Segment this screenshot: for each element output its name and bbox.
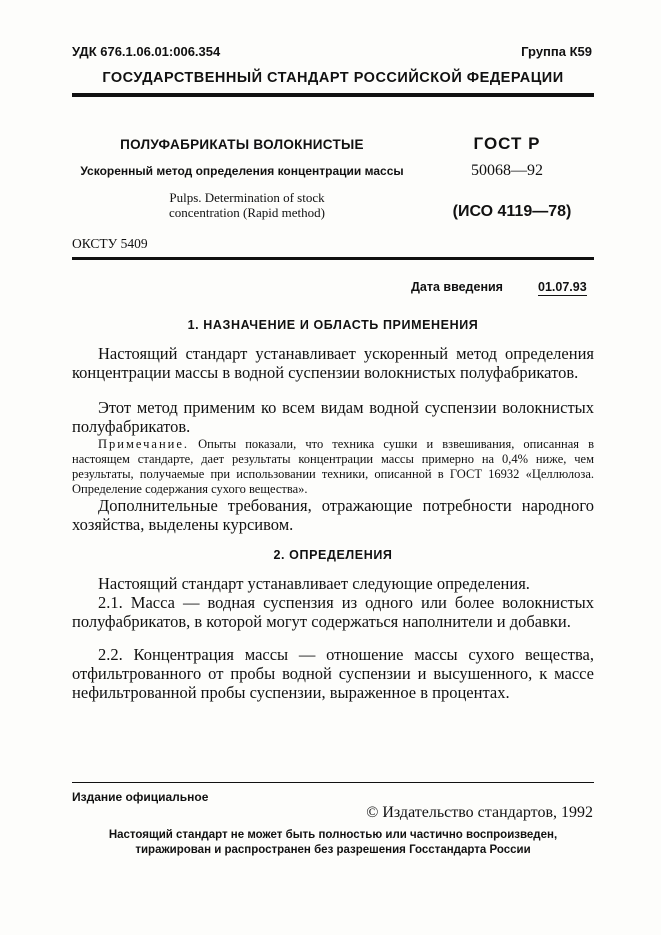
copyright-line: © Издательство стандартов, 1992: [366, 804, 593, 821]
section-1-note: [72, 437, 594, 497]
section-1-paragraph-1: Настоящий стандарт устанавливает ускоренный метод определения концентрации массы в водной суспензии волокнистых полуфабрикатов.: [72, 344, 594, 382]
reproduction-notice-line-1: Настоящий стандарт не может быть полностью или частично воспроизведен,: [108, 829, 558, 841]
udk-code: УДК 676.1.06.01:006.354: [72, 44, 221, 59]
document-title: ПОЛУФАБРИКАТЫ ВОЛОКНИСТЫЕ: [120, 137, 364, 152]
english-title-line-1: Pulps. Determination of stock: [169, 190, 325, 205]
reproduction-notice-line-2: тиражирован и распространен без разрешения Госстандарта России: [135, 844, 531, 856]
footer-rule: [72, 782, 594, 783]
group-code: Группа К59: [521, 44, 592, 59]
section-2-paragraph-1: Настоящий стандарт устанавливает следующие определения.: [98, 574, 530, 593]
english-title-line-2: concentration (Rapid method): [169, 205, 325, 220]
state-standard-title: ГОСУДАРСТВЕННЫЙ СТАНДАРТ РОССИЙСКОЙ ФЕДЕРАЦИИ: [102, 70, 564, 86]
section-1-heading: 1. НАЗНАЧЕНИЕ И ОБЛАСТЬ ПРИМЕНЕНИЯ: [187, 318, 479, 332]
section-2-heading: 2. ОПРЕДЕЛЕНИЯ: [273, 548, 393, 562]
note-label: Примечание.: [98, 437, 190, 451]
section-1-paragraph-2: Этот метод применим ко всем видам водной суспензии волокнистых полуфабрикатов.: [72, 398, 594, 436]
section-1-paragraph-3: Дополнительные требования, отражающие потребности народного хозяйства, выделены курсивом.: [72, 496, 594, 534]
section-2-definition-2-2: 2.2. Концентрация массы — отношение массы сухого вещества, отфильтрованного от пробы водной суспензии и высушенного, к массе нефильтрованной пробы суспензии, выраженное в процентах.: [72, 645, 594, 702]
note-text: Опыты показали, что техника сушки и взвешивания, описанная в настоящем стандарте, дает результаты концентрации массы примерно на 0,4% ниже, чем результаты, получаемые при использовании техники, описанной в ГОСТ 16932 «Целлюлоза. Определение содержания сухого вещества».: [72, 437, 595, 496]
iso-reference: (ИСО 4119—78): [452, 203, 572, 220]
okstu-code: ОКСТУ 5409: [72, 236, 148, 251]
intro-date-value: 01.07.93: [538, 280, 587, 294]
document-subtitle: Ускоренный метод определения концентрации массы: [80, 164, 404, 178]
intro-date-label: Дата введения: [411, 280, 503, 294]
english-title: [72, 190, 422, 220]
gost-label: ГОСТ Р: [473, 134, 541, 153]
header-rule: [72, 93, 594, 97]
reproduction-notice: [72, 828, 594, 858]
edition-label: Издание официальное: [72, 790, 209, 804]
title-rule: [72, 257, 594, 260]
gost-number: 50068—92: [471, 162, 543, 179]
section-2-definition-2-1: 2.1. Масса — водная суспензия из одного или более волокнистых полуфабрикатов, в которой могут содержаться наполнители и добавки.: [72, 593, 594, 631]
